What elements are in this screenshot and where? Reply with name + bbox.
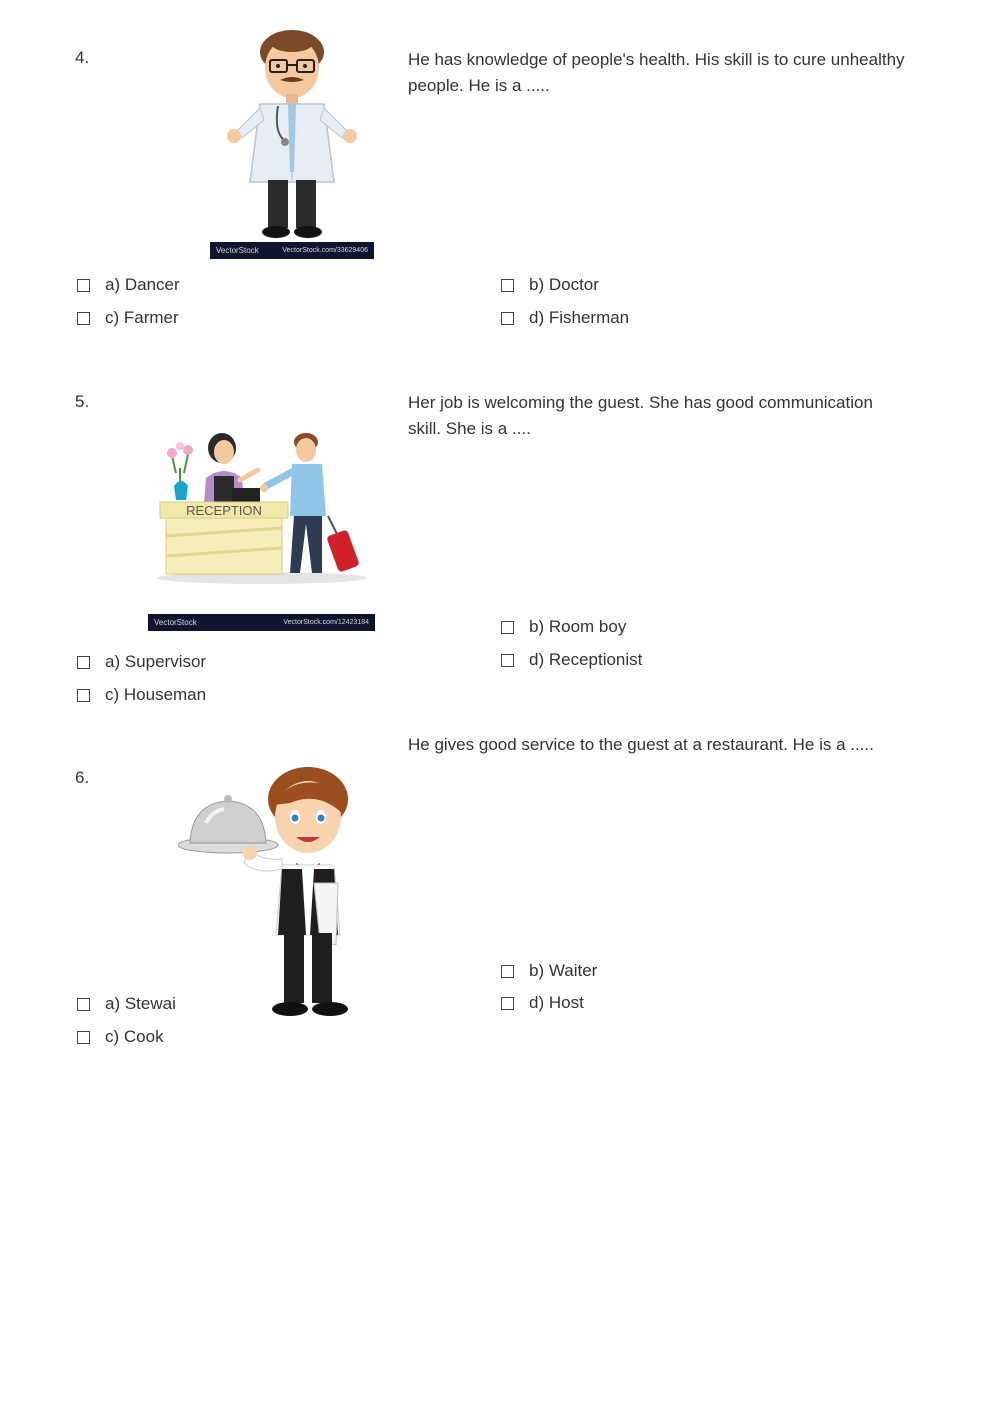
reception-illustration: [150, 428, 375, 588]
checkbox[interactable]: [501, 312, 514, 325]
watermark-bar: [148, 614, 375, 631]
option-label: a) Dancer: [105, 275, 180, 294]
checkbox[interactable]: [77, 689, 90, 702]
doctor-illustration: [210, 22, 375, 242]
question-6-option-a[interactable]: [77, 994, 176, 1014]
question-4-text: He has knowledge of people's health. His skill is to cure unhealthy people. He is a .....: [408, 50, 905, 95]
reception-sign: RECEPTION: [186, 503, 262, 518]
option-label: d) Receptionist: [529, 650, 643, 669]
question-5-option-c[interactable]: [77, 685, 206, 705]
checkbox[interactable]: [501, 654, 514, 667]
question-6-option-d[interactable]: [501, 993, 584, 1013]
question-4-option-c[interactable]: [77, 308, 179, 328]
question-5-option-b[interactable]: [501, 617, 626, 637]
waiter-illustration: [178, 765, 358, 1020]
question-5-option-a[interactable]: [77, 652, 206, 672]
question-6-option-c[interactable]: [77, 1027, 164, 1047]
question-4-option-b[interactable]: [501, 275, 599, 295]
checkbox[interactable]: [501, 279, 514, 292]
watermark-brand: VectorStock: [154, 618, 197, 627]
option-label: a) Supervisor: [105, 652, 207, 671]
question-4-number: 4.: [75, 48, 90, 67]
question-5-number: 5.: [75, 392, 90, 411]
watermark-site: VectorStock.com/33629406: [282, 247, 368, 254]
question-6-number: 6.: [75, 768, 90, 787]
watermark-bar: [210, 242, 374, 259]
watermark-brand: VectorStock: [216, 246, 259, 255]
question-4-option-d[interactable]: [501, 308, 629, 328]
option-label: c) Farmer: [105, 308, 179, 327]
checkbox[interactable]: [77, 998, 90, 1011]
checkbox[interactable]: [501, 621, 514, 634]
watermark-site: VectorStock.com/12423184: [283, 619, 369, 626]
option-label: b) Room boy: [529, 617, 627, 636]
checkbox[interactable]: [77, 1031, 90, 1044]
checkbox[interactable]: [77, 656, 90, 669]
option-label: b) Doctor: [529, 275, 599, 294]
option-label: b) Waiter: [529, 961, 598, 980]
checkbox[interactable]: [77, 312, 90, 325]
checkbox[interactable]: [501, 997, 514, 1010]
question-6-text: He gives good service to the guest at a restaurant. He is a .....: [408, 735, 874, 754]
checkbox[interactable]: [501, 965, 514, 978]
question-5-text: Her job is welcoming the guest. She has good communication skill. She is a ....: [408, 393, 873, 438]
checkbox[interactable]: [77, 279, 90, 292]
option-label: c) Houseman: [105, 685, 207, 704]
question-6-option-b[interactable]: [501, 961, 597, 981]
question-5-option-d[interactable]: [501, 650, 642, 670]
option-label: d) Fisherman: [529, 308, 630, 327]
option-label: c) Cook: [105, 1027, 164, 1046]
option-label: d) Host: [529, 993, 584, 1012]
option-label: a) Stewai: [105, 994, 176, 1013]
question-4-option-a[interactable]: [77, 275, 180, 295]
